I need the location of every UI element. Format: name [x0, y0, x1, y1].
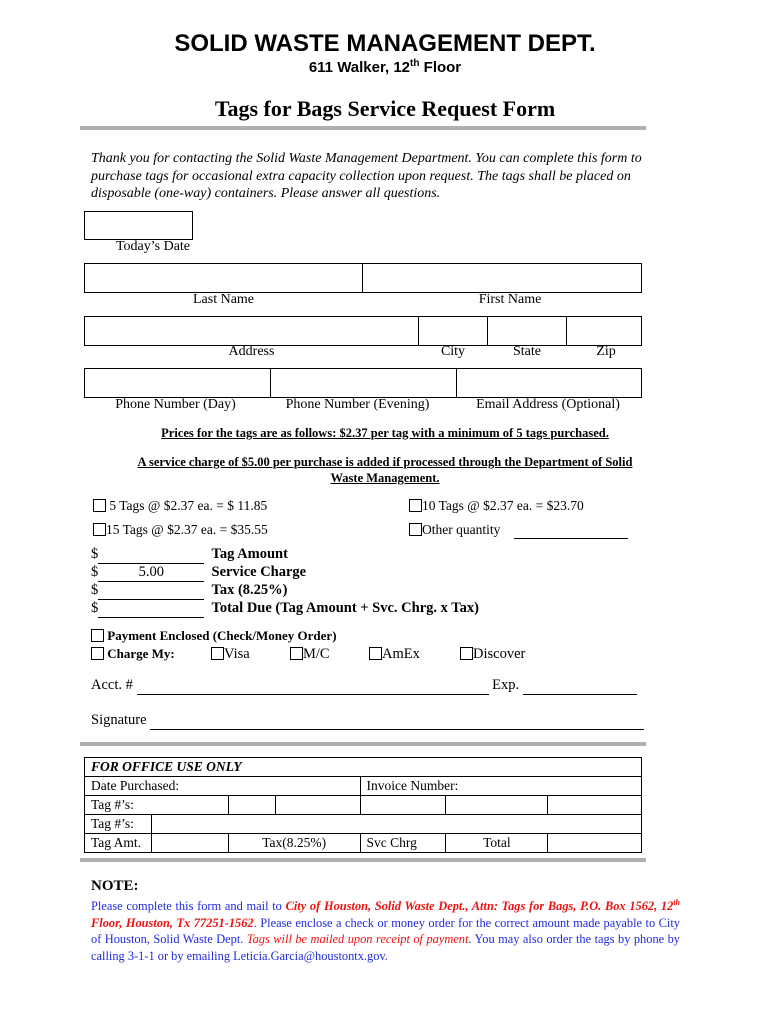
total-due-blank[interactable]	[98, 600, 204, 618]
office-divider-top	[80, 742, 646, 746]
discover-label: Discover	[473, 646, 526, 662]
option-15-tags[interactable]	[93, 522, 268, 538]
signature-field[interactable]	[150, 712, 644, 730]
expiration-field[interactable]	[523, 677, 637, 695]
pricing-note: Prices for the tags are as follows: $2.37 per tag with a minimum of 5 tags purchased.	[161, 426, 609, 440]
invoice-number-cell: Invoice Number:	[360, 777, 641, 796]
form-title: Tags for Bags Service Request Form	[214, 96, 556, 121]
zip-label: Zip	[596, 344, 616, 359]
city-label: City	[440, 344, 466, 359]
address-field[interactable]	[84, 316, 419, 346]
card-visa-option[interactable]	[211, 646, 250, 663]
department-address: 611 Walker, 12th Floor	[308, 58, 462, 76]
date-purchased-cell: Date Purchased:	[85, 777, 361, 796]
header-divider	[80, 126, 646, 130]
charge-my-label: Charge My:	[107, 646, 175, 661]
account-number-row: Acct. # Exp.	[91, 677, 637, 695]
other-quantity-line[interactable]	[514, 522, 628, 539]
checkbox-10-tags[interactable]	[409, 499, 422, 512]
checkbox-mc[interactable]	[290, 647, 303, 660]
office-use-table	[84, 757, 642, 853]
option-15-tags-label: 15 Tags @ $2.37 ea. = $35.55	[106, 522, 268, 537]
first-name-field[interactable]	[362, 263, 642, 293]
office-divider-bottom	[80, 858, 646, 862]
charge-my-option[interactable]	[91, 646, 175, 662]
amex-label: AmEx	[382, 646, 420, 662]
card-amex-option[interactable]	[369, 646, 420, 663]
tags-label-cell: Tag #’s:	[85, 796, 229, 815]
card-discover-option[interactable]	[460, 646, 525, 663]
option-10-tags-label: 10 Tags @ $2.37 ea. = $23.70	[422, 498, 584, 513]
tag-amount-row: $ Tag Amount	[91, 546, 288, 562]
table-cell	[151, 815, 641, 834]
checkbox-payment-enclosed[interactable]	[91, 629, 104, 642]
todays-date-field[interactable]	[84, 211, 193, 240]
tags-label-cell: Tag #’s:	[85, 815, 152, 834]
checkbox-amex[interactable]	[369, 647, 382, 660]
checkbox-visa[interactable]	[211, 647, 224, 660]
todays-date-label: Today’s Date	[115, 239, 191, 254]
city-field[interactable]	[418, 316, 488, 346]
tag-amount-blank[interactable]	[98, 546, 204, 564]
email-field[interactable]	[456, 368, 642, 398]
last-name-label: Last Name	[192, 292, 255, 307]
checkbox-charge-my[interactable]	[91, 647, 104, 660]
state-label: State	[513, 344, 541, 359]
account-number-field[interactable]	[137, 677, 489, 695]
tax-cell: Tax(8.25%)	[228, 834, 360, 853]
option-10-tags[interactable]	[409, 498, 584, 514]
office-use-title: FOR OFFICE USE ONLY	[85, 758, 642, 777]
payment-enclosed-label: Payment Enclosed (Check/Money Order)	[107, 628, 337, 643]
table-cell	[548, 834, 642, 853]
service-charge-row: $ 5.00 Service Charge	[91, 564, 307, 580]
checkbox-5-tags[interactable]	[93, 499, 106, 512]
tax-row: $ Tax (8.25%)	[91, 582, 288, 598]
service-charge-blank: 5.00	[98, 564, 204, 582]
card-mc-option[interactable]	[290, 646, 330, 663]
state-field[interactable]	[487, 316, 567, 346]
table-cell	[360, 796, 446, 815]
table-cell	[151, 834, 228, 853]
payment-enclosed-option[interactable]	[91, 628, 337, 644]
table-cell	[275, 796, 360, 815]
option-other-quantity[interactable]	[409, 522, 628, 539]
option-other-label: Other quantity	[422, 522, 501, 537]
last-name-field[interactable]	[84, 263, 363, 293]
table-cell	[446, 796, 548, 815]
table-cell	[548, 796, 642, 815]
option-5-tags-label: 5 Tags @ $2.37 ea. = $ 11.85	[109, 498, 268, 513]
checkbox-other-quantity[interactable]	[409, 523, 422, 536]
zip-field[interactable]	[566, 316, 642, 346]
signature-row: Signature	[91, 712, 644, 730]
intro-text: Thank you for contacting the Solid Waste Management Department. You can complete this form to purchase tags for occasional extra capacity collection upon request. The tags shall be placed on disposable (one-way) containers. Please answer all questions.	[91, 151, 642, 201]
note-text: Please complete this form and mail to City of Houston, Solid Waste Dept., Attn: Tags for Bags, P.O. Box 1562, 12th Floor, Houston, Tx 77251-1562. Please enclose a check or money order for the correct amount made payable to City of Houston, Solid Waste Dept. Tags will be mailed upon receipt of payment. You may also order the tags by phone by calling 3-1-1 or by emailing Leticia.Garcia@houstontx.gov.	[91, 898, 680, 963]
tax-blank[interactable]	[98, 582, 204, 600]
tag-amt-cell: Tag Amt.	[85, 834, 152, 853]
phone-evening-label: Phone Number (Evening)	[285, 397, 430, 412]
phone-evening-field[interactable]	[270, 368, 457, 398]
note-title: NOTE:	[91, 878, 139, 894]
phone-day-field[interactable]	[84, 368, 271, 398]
checkbox-discover[interactable]	[460, 647, 473, 660]
total-cell: Total	[446, 834, 548, 853]
address-label: Address	[228, 344, 275, 359]
service-charge-note: A service charge of $5.00 per purchase is added if processed through the Department of Solid Waste Management.	[137, 455, 633, 485]
svc-chrg-cell: Svc Chrg	[360, 834, 446, 853]
email-label: Email Address (Optional)	[476, 397, 620, 412]
phone-day-label: Phone Number (Day)	[115, 397, 236, 412]
checkbox-15-tags[interactable]	[93, 523, 106, 536]
total-due-row: $ Total Due (Tag Amount + Svc. Chrg. x Tax)	[91, 600, 479, 616]
option-5-tags[interactable]	[93, 498, 267, 514]
visa-label: Visa	[224, 646, 250, 662]
first-name-label: First Name	[478, 292, 542, 307]
department-title: SOLID WASTE MANAGEMENT DEPT.	[174, 30, 596, 57]
mc-label: M/C	[303, 646, 330, 662]
